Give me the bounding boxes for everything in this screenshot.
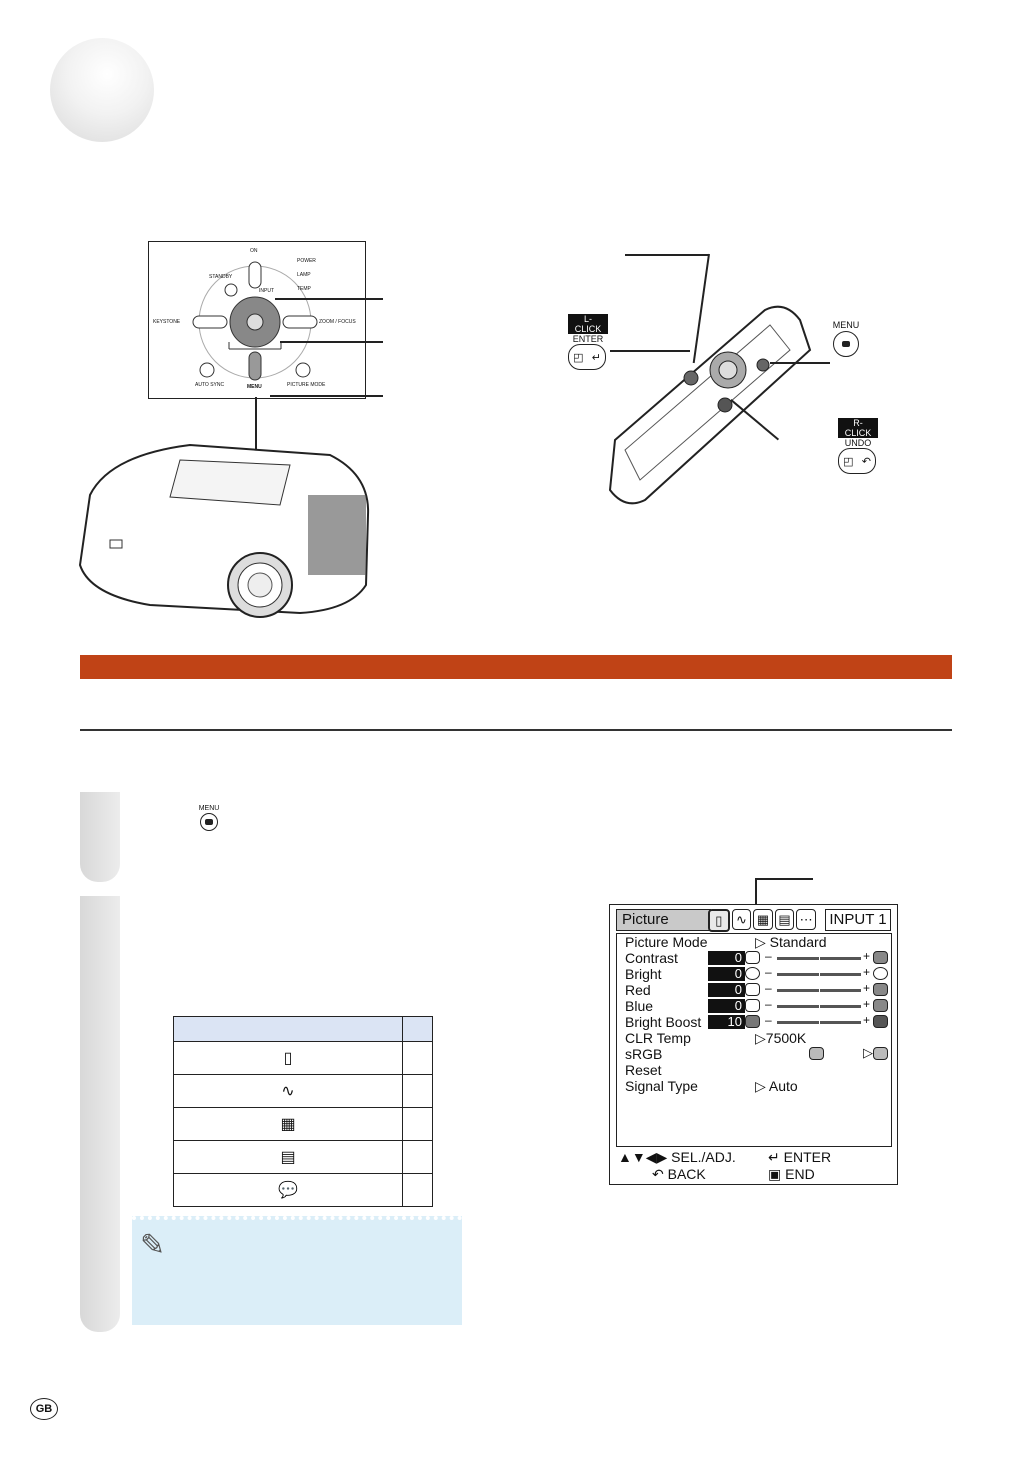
footer-enter: ↵ ENTER bbox=[768, 1149, 832, 1165]
standby-label: STANDBY bbox=[209, 274, 233, 280]
projector-control-panel bbox=[148, 241, 366, 399]
options1-tab-icon: ▦ bbox=[753, 909, 773, 930]
bright-boost-low-icon bbox=[745, 1015, 760, 1028]
osd-slider: – + bbox=[765, 997, 871, 1011]
osd-slider: – + bbox=[765, 949, 871, 963]
osd-row-number: 0 bbox=[708, 983, 745, 997]
table-header-cell bbox=[403, 1017, 433, 1042]
lamp-indicator-label: LAMP bbox=[297, 272, 311, 278]
osd-tab-icons bbox=[708, 909, 816, 929]
lclick-enter-callout bbox=[568, 314, 608, 370]
osd-row-value: ▷7500K bbox=[755, 1030, 807, 1046]
menu-icon-table bbox=[173, 1016, 433, 1207]
section-heading-bar bbox=[80, 655, 952, 679]
footer-end: ▣ END bbox=[768, 1166, 815, 1182]
osd-row-label: Contrast bbox=[625, 950, 678, 966]
osd-row-label: Signal Type bbox=[625, 1078, 698, 1094]
osd-row-label: Blue bbox=[625, 998, 654, 1014]
picture-mode-label: PICTURE MODE bbox=[287, 382, 326, 388]
step-2-tab bbox=[80, 896, 120, 1332]
osd-input-indicator: INPUT 1 bbox=[825, 909, 891, 931]
table-row bbox=[174, 1108, 433, 1141]
blue-high-icon bbox=[873, 999, 888, 1012]
osd-row-label: Reset bbox=[625, 1062, 662, 1078]
fine-sync-icon: ∿ bbox=[174, 1075, 403, 1108]
menu-button-inline bbox=[196, 805, 222, 831]
options2-icon: ▤ bbox=[174, 1141, 403, 1174]
section-rule bbox=[80, 729, 952, 731]
remote-menu-callout bbox=[826, 320, 866, 357]
table-row bbox=[174, 1174, 433, 1207]
lclick-badge: L-CLICK bbox=[568, 314, 608, 334]
osd-slider: – + bbox=[765, 1013, 871, 1027]
power-indicator-label: POWER bbox=[297, 258, 316, 264]
osd-row-label: Red bbox=[625, 982, 651, 998]
bright-low-icon bbox=[745, 967, 760, 980]
osd-row-number: 0 bbox=[708, 999, 745, 1013]
osd-row-value: ▷ Standard bbox=[755, 934, 827, 950]
osd-row-label: Bright bbox=[625, 966, 662, 982]
options1-icon: ▦ bbox=[174, 1108, 403, 1141]
projector-illustration bbox=[70, 435, 380, 625]
table-row bbox=[174, 1042, 433, 1075]
menu-button-caption: MENU bbox=[198, 805, 220, 812]
callout-line bbox=[610, 350, 690, 352]
pencil-icon: ✎ bbox=[140, 1229, 166, 1262]
contrast-high-icon bbox=[873, 951, 888, 964]
osd-row-label: Picture Mode bbox=[625, 934, 708, 950]
menu-label: MENU bbox=[247, 384, 262, 390]
table-row bbox=[174, 1141, 433, 1174]
enter-button-icon: ◰ ↵ bbox=[568, 344, 606, 370]
callout-line bbox=[275, 298, 383, 300]
temp-indicator-label: TEMP bbox=[297, 286, 311, 292]
osd-callout-line bbox=[755, 878, 813, 880]
remote-control-illustration bbox=[585, 290, 825, 510]
rclick-undo-callout bbox=[838, 418, 878, 474]
menu-button-icon bbox=[833, 331, 859, 357]
on-label: ON bbox=[250, 248, 258, 254]
osd-slider: – + bbox=[765, 981, 871, 995]
language-tab-icon: ⋯ bbox=[796, 909, 816, 930]
table-header-cell bbox=[174, 1017, 403, 1042]
footer-sel: ▲▼◀▶ SEL./ADJ. bbox=[618, 1149, 736, 1165]
gb-page-marker: GB bbox=[30, 1398, 58, 1420]
blue-low-icon bbox=[745, 999, 760, 1012]
table-header-row bbox=[174, 1017, 433, 1042]
osd-body bbox=[616, 933, 892, 1147]
note-box bbox=[132, 1216, 462, 1325]
red-low-icon bbox=[745, 983, 760, 996]
contrast-low-icon bbox=[745, 951, 760, 964]
options2-tab-icon: ▤ bbox=[775, 909, 795, 930]
srgb-off-icon bbox=[809, 1047, 824, 1060]
language-icon: 💬 bbox=[174, 1174, 403, 1207]
callout-line bbox=[770, 362, 830, 364]
osd-row-number: 0 bbox=[708, 967, 745, 981]
osd-row-label: Bright Boost bbox=[625, 1014, 702, 1030]
auto-sync-label: AUTO SYNC bbox=[195, 382, 225, 388]
step-1-tab bbox=[80, 792, 120, 882]
osd-row-value: ▷ Auto bbox=[755, 1078, 798, 1094]
enter-label: ENTER bbox=[572, 334, 604, 344]
osd-row-label: sRGB bbox=[625, 1046, 663, 1062]
osd-title: Picture bbox=[616, 909, 711, 931]
header-circle bbox=[50, 38, 154, 142]
menu-button-icon bbox=[200, 813, 218, 831]
undo-label: UNDO bbox=[844, 438, 872, 448]
osd-picture-menu bbox=[609, 904, 898, 1185]
fine-sync-tab-icon: ∿ bbox=[732, 909, 752, 930]
zoom-focus-label: ZOOM / FOCUS bbox=[319, 319, 356, 325]
undo-button-icon: ◰ ↶ bbox=[838, 448, 876, 474]
input-label: INPUT bbox=[259, 288, 274, 294]
callout-line bbox=[280, 341, 383, 343]
osd-row-number: 10 bbox=[708, 1015, 745, 1029]
srgb-pointer-icon: ▷ bbox=[863, 1045, 873, 1060]
bright-high-icon bbox=[873, 967, 888, 980]
callout-line bbox=[270, 395, 383, 397]
osd-row-number: 0 bbox=[708, 951, 745, 965]
footer-back: ↶ BACK bbox=[652, 1166, 706, 1182]
osd-callout-line bbox=[755, 878, 757, 906]
table-row bbox=[174, 1075, 433, 1108]
callout-line bbox=[625, 254, 709, 256]
red-high-icon bbox=[873, 983, 888, 996]
srgb-on-icon bbox=[873, 1047, 888, 1060]
picture-tab-icon: ▯ bbox=[708, 909, 730, 932]
osd-row-label: CLR Temp bbox=[625, 1030, 691, 1046]
osd-slider: – + bbox=[765, 965, 871, 979]
keystone-label: KEYSTONE bbox=[153, 319, 181, 325]
bright-boost-high-icon bbox=[873, 1015, 888, 1028]
remote-menu-label: MENU bbox=[832, 320, 860, 330]
picture-icon: ▯ bbox=[174, 1042, 403, 1075]
rclick-badge: R-CLICK bbox=[838, 418, 878, 438]
